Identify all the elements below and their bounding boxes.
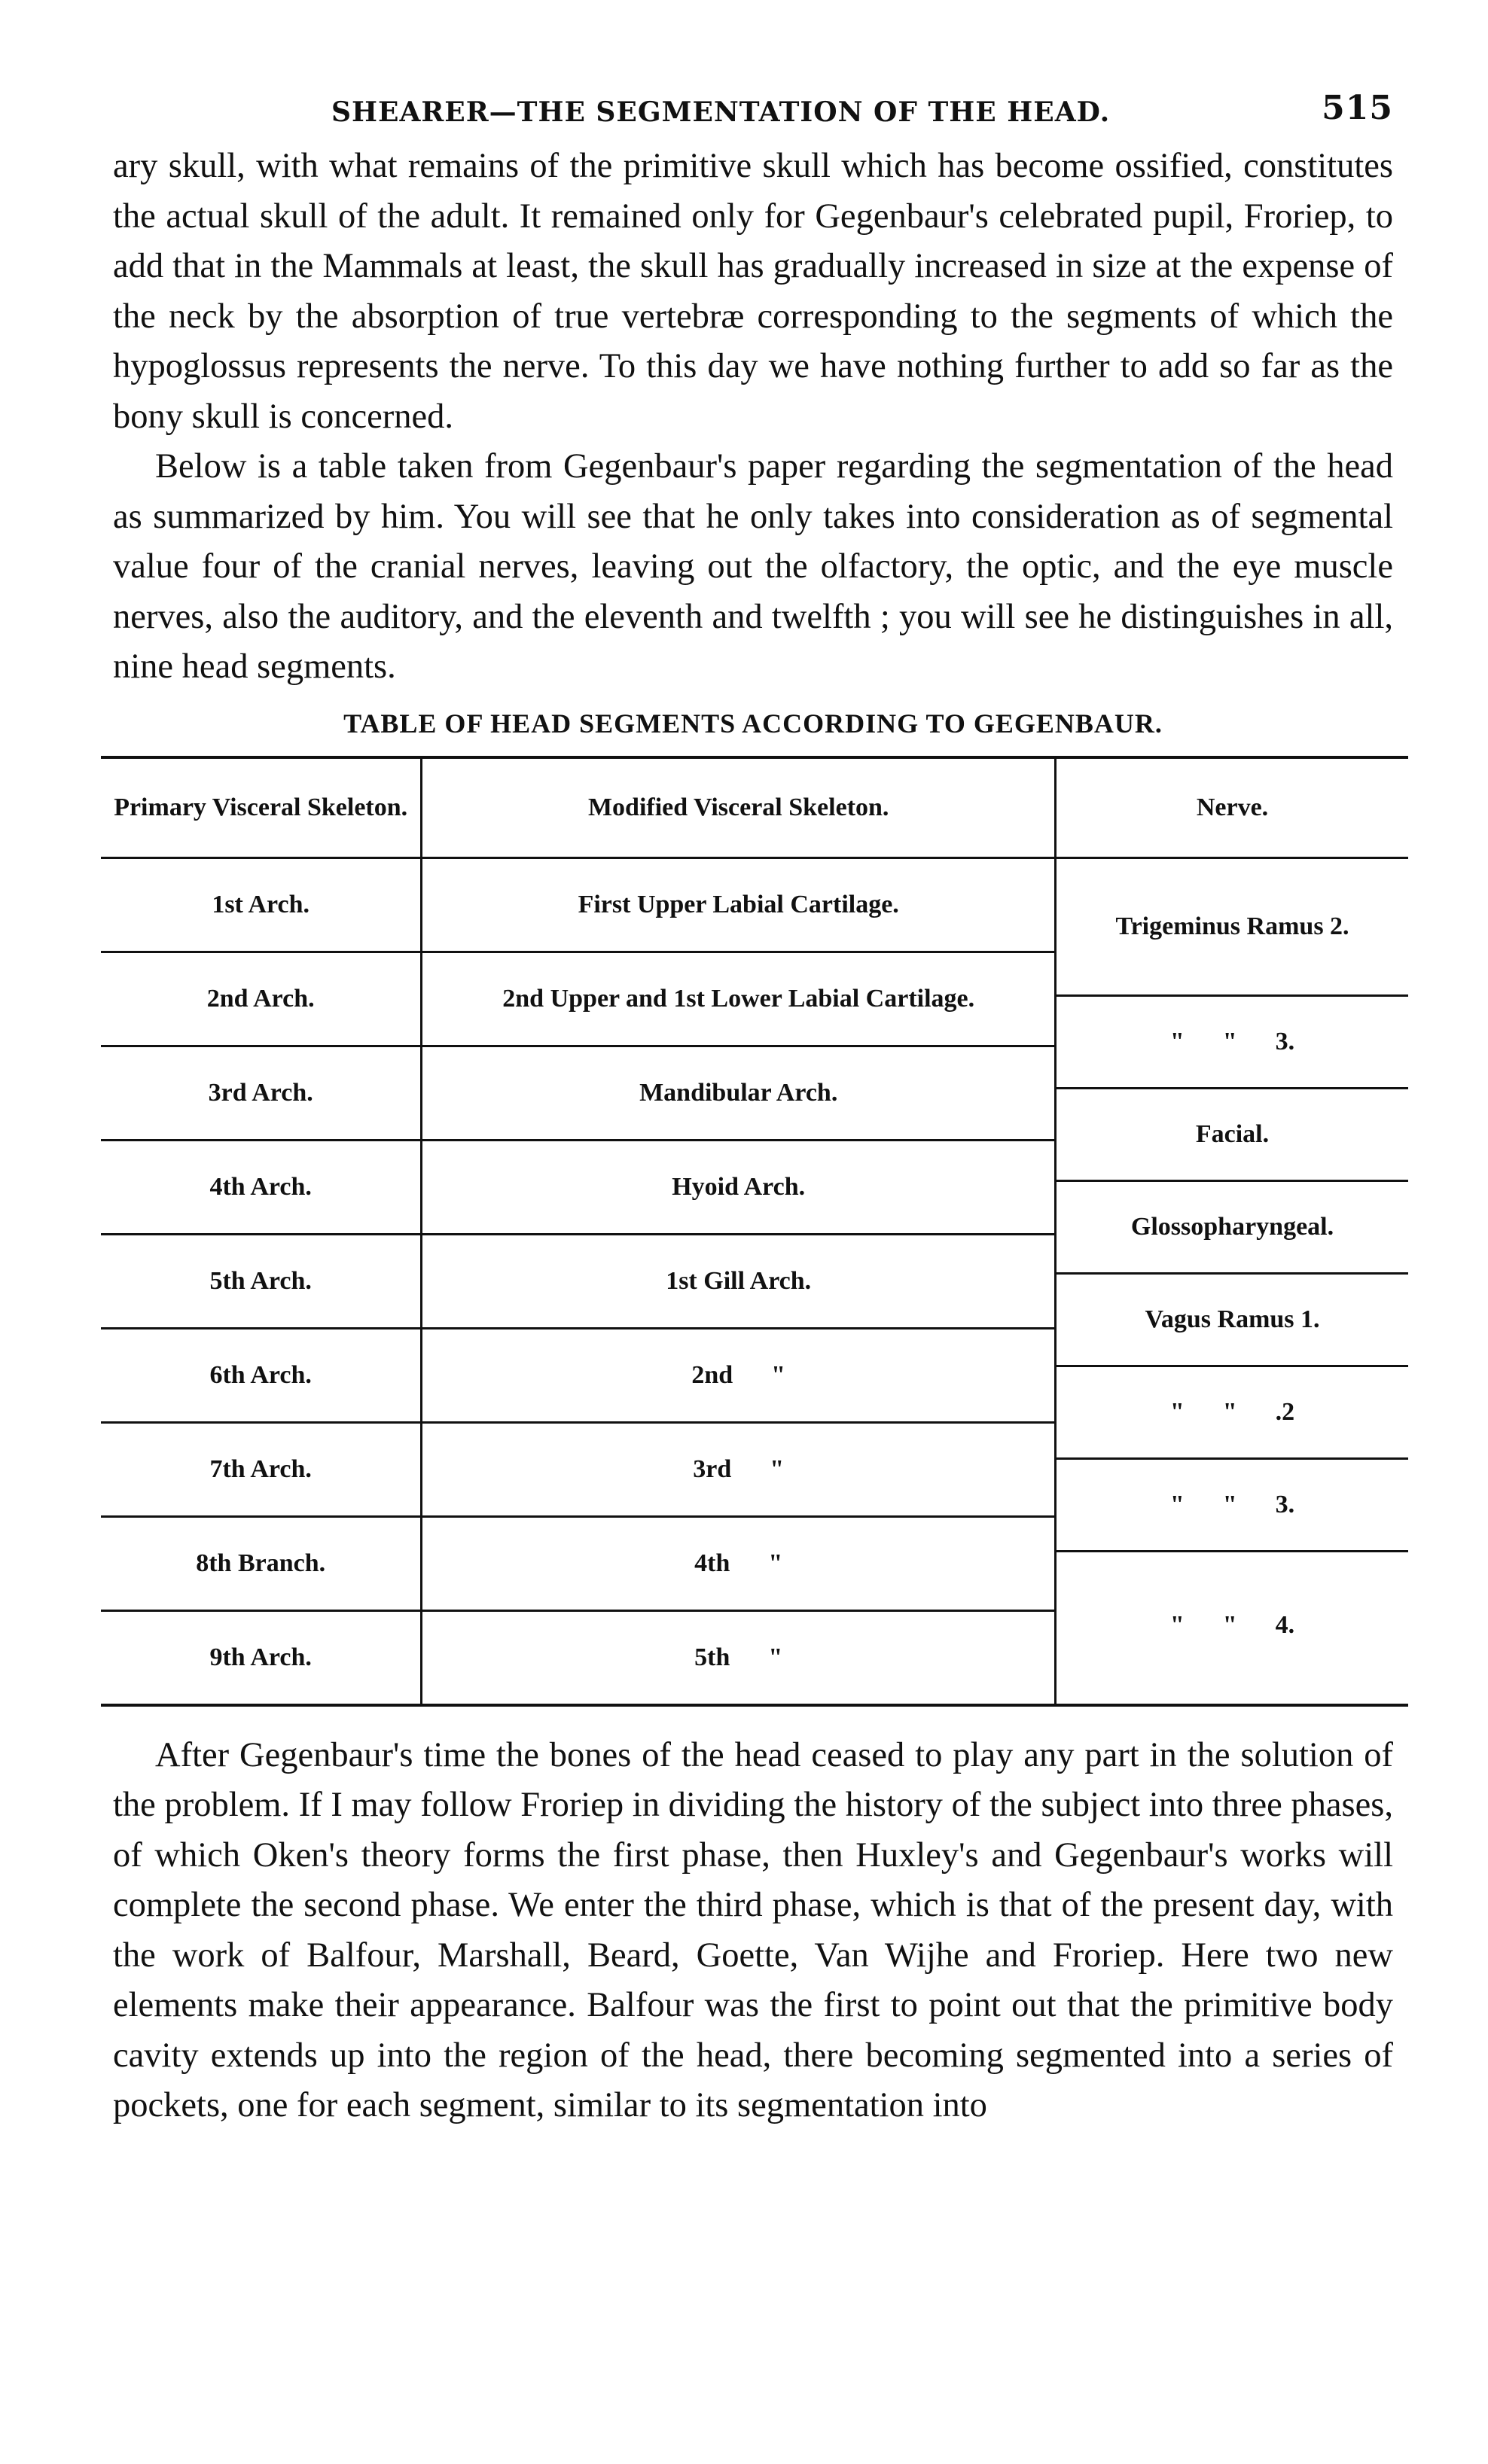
modified-cell: 3rd " (422, 1422, 1056, 1516)
header-primary-visceral: Primary Visceral Skeleton. (101, 757, 422, 858)
modified-cell: First Upper Labial Cartilage. (422, 857, 1056, 952)
modified-cell: 2nd " (422, 1328, 1056, 1422)
table-caption: TABLE OF HEAD SEGMENTS ACCORDING TO GEGENBAUR. (343, 708, 1163, 739)
nerve-cell: Vagus Ramus 1. (1057, 1275, 1408, 1367)
primary-cell: 3rd Arch. (101, 1046, 422, 1140)
table-row (101, 857, 1408, 952)
nerve-cell: " " 3. (1057, 997, 1408, 1089)
page-number: 515 (1322, 89, 1393, 127)
nerve-cell: Facial. (1057, 1089, 1408, 1182)
nerve-cell: " " 3. (1057, 1460, 1408, 1552)
primary-cell: 9th Arch. (101, 1610, 422, 1705)
paragraph-continuation: ary skull, with what remains of the primitive skull which has become ossified, constitutes the actual skull of the adult. It remained only for Gegenbaur's celebrated pupil, Froriep, to add that in the Mammals at least, the skull has gradually increased in size at the expense of the neck by the absorption of true vertebræ corresponding to the segments of which the hypoglossus represents the nerve. To this day we have nothing further to add so far as the bony skull is concerned. (113, 147, 1393, 436)
running-head (113, 89, 1393, 142)
nerve-cell: Trigeminus Ramus 2. (1057, 859, 1408, 997)
head-segments-table (101, 756, 1408, 1707)
paragraph-after-table: After Gegenbaur's time the bones of the head ceased to play any part in the solution of the problem. If I may follow Froriep in dividing the history of the subject into three phases, of which Oken's theory forms the first phase, then Huxley's and Gegenbaur's works will complete the second phase. We enter the third phase, which is that of the present day, with the work of Balfour, Marshall, Beard, Goette, Van Wijhe and Froriep. Here two new elements make their appearance. Balfour was the first to point out that the primitive body cavity extends up into the region of the head, there becoming segmented into a series of pockets, one for each segment, similar to its segmentation into (113, 1735, 1393, 2124)
primary-cell: 2nd Arch. (101, 952, 422, 1046)
primary-cell: 4th Arch. (101, 1140, 422, 1234)
primary-cell: 5th Arch. (101, 1234, 422, 1328)
modified-cell: 2nd Upper and 1st Lower Labial Cartilage. (422, 952, 1056, 1046)
running-head-title: SHEARER—THE SEGMENTATION OF THE HEAD. (331, 96, 1111, 128)
modified-cell: Mandibular Arch. (422, 1046, 1056, 1140)
primary-cell: 7th Arch. (101, 1422, 422, 1516)
nerve-cell: Glossopharyngeal. (1057, 1182, 1408, 1275)
primary-cell: 8th Branch. (101, 1516, 422, 1610)
paragraph-table-intro: Below is a table taken from Gegenbaur's paper regarding the segmentation of the head as summarized by him. You will see that he only takes into consideration as of segmental value four of the cranial nerves, leaving out the olfactory, the optic, and the eye muscle nerves, also the auditory, and the eleventh and twelfth ; you will see he distinguishes in all, nine head segments. (113, 447, 1393, 686)
modified-cell: Hyoid Arch. (422, 1140, 1056, 1234)
nerve-cell: " " 4. (1169, 1610, 1295, 1639)
nerve-stack (1057, 859, 1408, 1701)
nerve-cell: " " .2 (1057, 1367, 1408, 1460)
header-nerve: Nerve. (1056, 757, 1408, 858)
book-page (113, 89, 1393, 2423)
modified-cell: 5th " (422, 1610, 1056, 1705)
nerve-column (1056, 857, 1408, 1705)
primary-cell: 6th Arch. (101, 1328, 422, 1422)
header-modified-visceral: Modified Visceral Skeleton. (422, 757, 1056, 858)
modified-cell: 4th " (422, 1516, 1056, 1610)
primary-cell: 1st Arch. (101, 857, 422, 952)
modified-cell: 1st Gill Arch. (422, 1234, 1056, 1328)
table-header-row (101, 757, 1408, 858)
